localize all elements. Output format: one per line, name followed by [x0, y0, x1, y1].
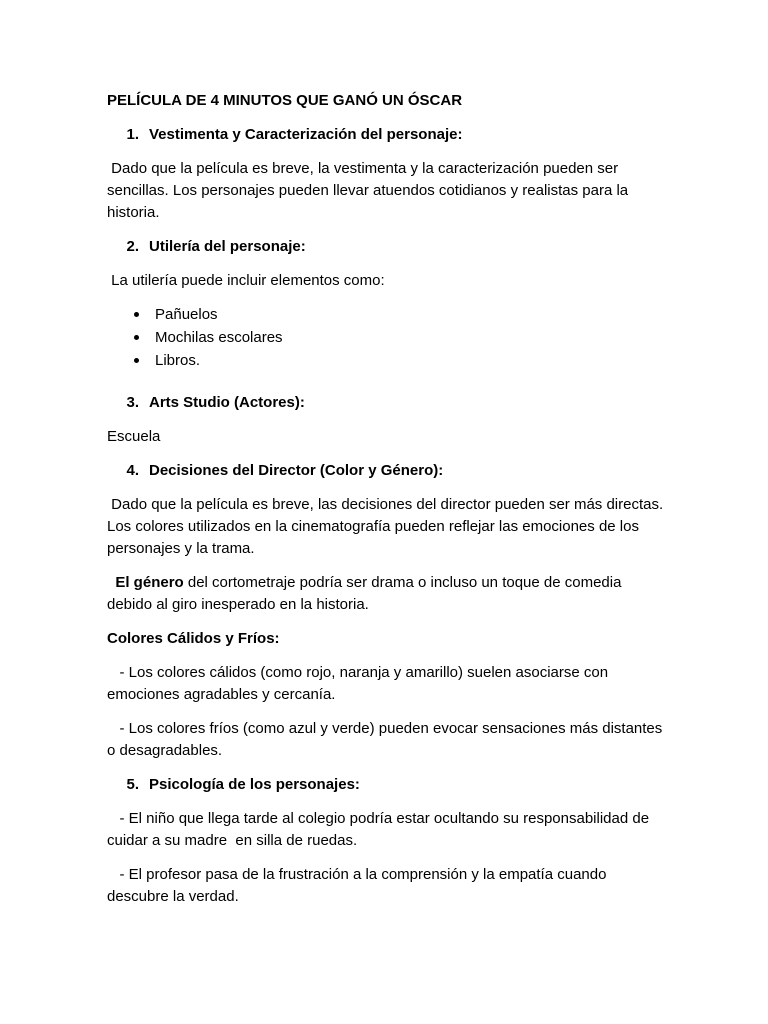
section-heading-4	[107, 460, 667, 482]
genre-paragraph	[107, 572, 667, 616]
section-heading-1	[107, 124, 667, 146]
section-number: 5.	[126, 776, 139, 793]
colors-subheading: Colores Cálidos y Fríos:	[107, 630, 280, 647]
section-paragraph: La utilería puede incluir elementos como:	[107, 272, 385, 289]
section-title: Vestimenta y Caracterización del personaje:	[149, 126, 463, 143]
character-note-1: - El niño que llega tarde al colegio podría estar ocultando su responsabilidad de cuidar a su madre en silla de ruedas.	[107, 810, 654, 849]
list-item	[107, 327, 667, 349]
list-item-text: Mochilas escolares	[155, 329, 283, 346]
section-number: 1.	[126, 126, 139, 143]
section-number: 4.	[126, 462, 139, 479]
section-title: Decisiones del Director (Color y Género):	[149, 462, 444, 479]
document-page	[107, 90, 667, 920]
bullet-icon	[107, 304, 155, 326]
bullet-list	[107, 304, 667, 372]
section-heading-5	[107, 774, 667, 796]
section-paragraph: Dado que la película es breve, las decisiones del director pueden ser más directas. Los colores utilizados en la cinematografía pueden reflejar las emociones de los personajes y la trama.	[107, 496, 668, 557]
genre-lead: El género	[115, 574, 184, 591]
cold-colors-paragraph: - Los colores fríos (como azul y verde) pueden evocar sensaciones más distantes o desagradables.	[107, 720, 667, 759]
bullet-icon	[107, 327, 155, 349]
list-item	[107, 304, 667, 326]
section-title: Arts Studio (Actores):	[149, 394, 305, 411]
list-item	[107, 350, 667, 372]
section-title: Utilería del personaje:	[149, 238, 306, 255]
section-paragraph: Dado que la película es breve, la vestimenta y la caracterización pueden ser sencillas. Los personajes pueden llevar atuendos cotidianos y realistas para la historia.	[107, 160, 633, 221]
section-paragraph: Escuela	[107, 428, 161, 445]
bullet-icon	[107, 350, 155, 372]
section-heading-3	[107, 392, 667, 414]
section-title: Psicología de los personajes:	[149, 776, 360, 793]
list-item-text: Pañuelos	[155, 306, 218, 323]
list-item-text: Libros.	[155, 352, 201, 369]
genre-rest: del cortometraje podría ser drama o incluso un toque de comedia debido al giro inesperado en la historia.	[107, 574, 626, 613]
section-heading-2	[107, 236, 667, 258]
section-number: 3.	[126, 394, 139, 411]
warm-colors-paragraph: - Los colores cálidos (como rojo, naranja y amarillo) suelen asociarse con emociones agradables y cercanía.	[107, 664, 613, 703]
character-note-2: - El profesor pasa de la frustración a la comprensión y la empatía cuando descubre la verdad.	[107, 866, 611, 905]
document-title: PELÍCULA DE 4 MINUTOS QUE GANÓ UN ÓSCAR	[107, 92, 463, 109]
section-number: 2.	[126, 238, 139, 255]
